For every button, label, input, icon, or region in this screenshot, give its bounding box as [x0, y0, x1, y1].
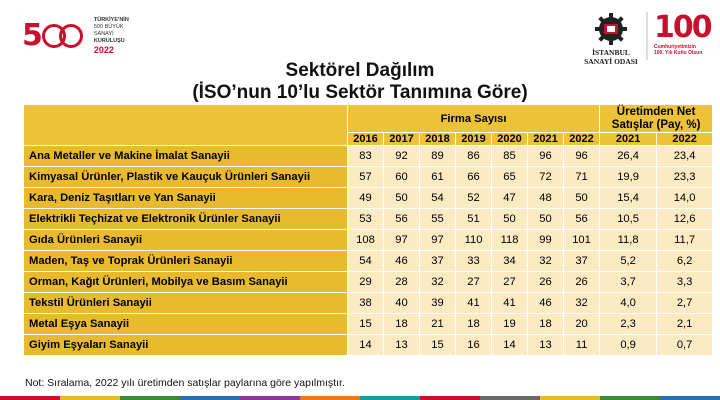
- year-header: 2017: [384, 133, 420, 146]
- firma-count-cell: 28: [384, 272, 420, 293]
- firma-count-cell: 37: [564, 251, 600, 272]
- firma-count-cell: 55: [420, 209, 456, 230]
- iso-name-line1: İSTANBUL: [592, 48, 630, 57]
- logo-500-mark: 5: [22, 21, 86, 51]
- sector-name-cell: Kara, Deniz Taşıtları ve Yan Sanayii: [24, 188, 348, 209]
- page-title: [0, 60, 720, 104]
- firma-count-cell: 49: [348, 188, 384, 209]
- net-sales-share-cell: 14,0: [657, 188, 713, 209]
- logo-500-text: TÜRKİYE'NİN 500 BÜYÜK SANAYİ KURULUŞU 2022: [93, 16, 129, 55]
- firma-count-cell: 57: [348, 167, 384, 188]
- title-line2: (İSO’nun 10’lu Sektör Tanımına Göre): [192, 82, 528, 103]
- firma-count-cell: 20: [564, 314, 600, 335]
- centennial-line2: 100. Yılı Kutlu Olsun: [654, 50, 703, 56]
- sector-name-cell: Tekstil Ürünleri Sanayii: [24, 293, 348, 314]
- table-row: [24, 167, 713, 188]
- net-sales-share-cell: 15,4: [600, 188, 657, 209]
- firma-count-cell: 14: [492, 335, 528, 356]
- firma-count-cell: 108: [348, 230, 384, 251]
- sector-name-cell: Maden, Taş ve Toprak Ürünleri Sanayii: [24, 251, 348, 272]
- sector-name-cell: Metal Eşya Sanayii: [24, 314, 348, 335]
- firma-count-cell: 15: [420, 335, 456, 356]
- firma-count-cell: 50: [492, 209, 528, 230]
- net-sales-share-cell: 12,6: [657, 209, 713, 230]
- firma-count-cell: 40: [384, 293, 420, 314]
- firma-count-cell: 48: [528, 188, 564, 209]
- firma-count-cell: 92: [384, 146, 420, 167]
- year-header: 2021: [600, 133, 657, 146]
- iso-name-line2: SANAYİ ODASI: [584, 57, 638, 66]
- firma-count-cell: 27: [456, 272, 492, 293]
- firma-count-cell: 18: [528, 314, 564, 335]
- net-sales-group-header: Üretimden Net Satışlar (Pay, %): [600, 105, 713, 133]
- firma-count-cell: 29: [348, 272, 384, 293]
- firma-count-cell: 96: [528, 146, 564, 167]
- table-row: [24, 188, 713, 209]
- firma-count-cell: 15: [348, 314, 384, 335]
- firma-count-cell: 118: [492, 230, 528, 251]
- firma-count-cell: 50: [564, 188, 600, 209]
- firma-count-cell: 72: [528, 167, 564, 188]
- firma-count-cell: 54: [420, 188, 456, 209]
- firma-count-cell: 32: [528, 251, 564, 272]
- firma-count-cell: 16: [456, 335, 492, 356]
- net-sales-share-cell: 11,7: [657, 230, 713, 251]
- sector-name-cell: Gıda Ürünleri Sanayii: [24, 230, 348, 251]
- year-header: 2022: [564, 133, 600, 146]
- firma-count-cell: 14: [348, 335, 384, 356]
- firma-count-cell: 50: [528, 209, 564, 230]
- firma-count-cell: 110: [456, 230, 492, 251]
- firma-count-cell: 54: [348, 251, 384, 272]
- firma-count-cell: 11: [564, 335, 600, 356]
- net-sales-share-cell: 6,2: [657, 251, 713, 272]
- table-row: [24, 251, 713, 272]
- net-sales-share-cell: 3,3: [657, 272, 713, 293]
- table-row: [24, 146, 713, 167]
- firma-count-cell: 50: [384, 188, 420, 209]
- table-row: [24, 314, 713, 335]
- title-line1: Sektörel Dağılım: [285, 60, 435, 81]
- net-sales-share-cell: 26,4: [600, 146, 657, 167]
- firma-count-cell: 46: [384, 251, 420, 272]
- net-sales-share-cell: 5,2: [600, 251, 657, 272]
- sector-header-cell: [24, 105, 348, 146]
- firma-count-cell: 51: [456, 209, 492, 230]
- firma-count-cell: 61: [420, 167, 456, 188]
- logo-centennial: [646, 10, 711, 60]
- firma-count-cell: 21: [420, 314, 456, 335]
- year-header: 2016: [348, 133, 384, 146]
- firma-count-cell: 65: [492, 167, 528, 188]
- year-header: 2021: [528, 133, 564, 146]
- gear-icon: [594, 12, 628, 46]
- net-sales-share-cell: 0,9: [600, 335, 657, 356]
- sector-name-cell: Giyim Eşyaları Sanayii: [24, 335, 348, 356]
- net-sales-share-cell: 19,9: [600, 167, 657, 188]
- net-sales-share-cell: 23,4: [657, 146, 713, 167]
- firma-group-header: Firma Sayısı: [348, 105, 600, 133]
- year-header: 2022: [657, 133, 713, 146]
- logo-iso: [580, 12, 642, 66]
- firma-count-cell: 13: [528, 335, 564, 356]
- firma-count-cell: 53: [348, 209, 384, 230]
- bottom-color-bar: [0, 396, 720, 400]
- firma-count-cell: 46: [528, 293, 564, 314]
- net-sales-share-cell: 11,8: [600, 230, 657, 251]
- table-row: [24, 293, 713, 314]
- firma-count-cell: 83: [348, 146, 384, 167]
- centennial-line1: Cumhuriyetimizin: [654, 44, 696, 50]
- firma-count-cell: 26: [528, 272, 564, 293]
- net-sales-share-cell: 2,7: [657, 293, 713, 314]
- firma-count-cell: 52: [456, 188, 492, 209]
- firma-count-cell: 86: [456, 146, 492, 167]
- firma-count-cell: 96: [564, 146, 600, 167]
- sector-name-cell: Kimyasal Ürünler, Plastik ve Kauçuk Ürünleri Sanayii: [24, 167, 348, 188]
- firma-count-cell: 66: [456, 167, 492, 188]
- firma-count-cell: 37: [420, 251, 456, 272]
- net-sales-share-cell: 2,1: [657, 314, 713, 335]
- table-row: [24, 209, 713, 230]
- centennial-number: 100: [654, 10, 711, 45]
- net-sales-share-cell: 2,3: [600, 314, 657, 335]
- firma-count-cell: 32: [564, 293, 600, 314]
- firma-count-cell: 56: [564, 209, 600, 230]
- firma-count-cell: 71: [564, 167, 600, 188]
- sector-name-cell: Elektrikli Teçhizat ve Elektronik Ürünler Sanayii: [24, 209, 348, 230]
- firma-count-cell: 18: [384, 314, 420, 335]
- firma-count-cell: 47: [492, 188, 528, 209]
- year-header: 2018: [420, 133, 456, 146]
- net-sales-share-cell: 23,3: [657, 167, 713, 188]
- firma-count-cell: 60: [384, 167, 420, 188]
- firma-count-cell: 32: [420, 272, 456, 293]
- table-row: [24, 272, 713, 293]
- year-header: 2020: [492, 133, 528, 146]
- firma-count-cell: 89: [420, 146, 456, 167]
- net-sales-share-cell: 3,7: [600, 272, 657, 293]
- year-header: 2019: [456, 133, 492, 146]
- table-row: [24, 230, 713, 251]
- net-sales-share-cell: 4,0: [600, 293, 657, 314]
- firma-count-cell: 27: [492, 272, 528, 293]
- firma-count-cell: 33: [456, 251, 492, 272]
- net-sales-share-cell: 10,5: [600, 209, 657, 230]
- firma-count-cell: 19: [492, 314, 528, 335]
- firma-count-cell: 97: [420, 230, 456, 251]
- logo-500-buyuk: [22, 16, 142, 56]
- firma-count-cell: 34: [492, 251, 528, 272]
- firma-count-cell: 85: [492, 146, 528, 167]
- firma-count-cell: 38: [348, 293, 384, 314]
- firma-count-cell: 18: [456, 314, 492, 335]
- firma-count-cell: 13: [384, 335, 420, 356]
- firma-count-cell: 39: [420, 293, 456, 314]
- sector-name-cell: Ana Metaller ve Makine İmalat Sanayii: [24, 146, 348, 167]
- firma-count-cell: 41: [492, 293, 528, 314]
- table-body: [24, 146, 713, 356]
- net-sales-share-cell: 0,7: [657, 335, 713, 356]
- firma-count-cell: 101: [564, 230, 600, 251]
- firma-count-cell: 97: [384, 230, 420, 251]
- firma-count-cell: 99: [528, 230, 564, 251]
- footnote: Not: Sıralama, 2022 yılı üretimden satışlar paylarına göre yapılmıştır.: [25, 377, 345, 389]
- sector-table: [23, 104, 713, 356]
- table-row: [24, 335, 713, 356]
- firma-count-cell: 41: [456, 293, 492, 314]
- firma-count-cell: 56: [384, 209, 420, 230]
- firma-count-cell: 26: [564, 272, 600, 293]
- sector-name-cell: Orman, Kağıt Ürünleri, Mobilya ve Basım Sanayii: [24, 272, 348, 293]
